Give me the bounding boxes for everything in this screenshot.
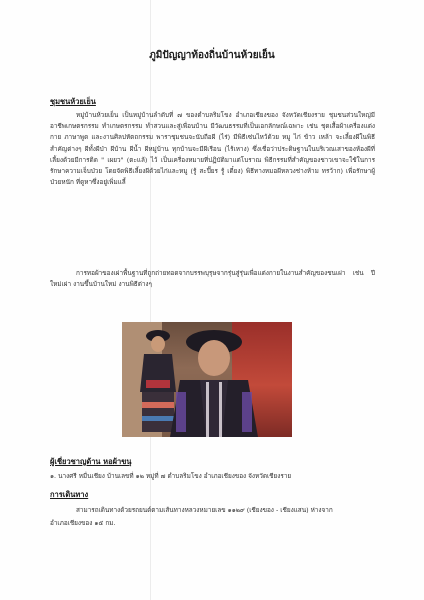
photo-two-women-in-traditional-dress-icon [122,322,292,437]
section-heading-travel: การเดินทาง [50,490,89,499]
photo-traditional-dress [122,322,292,437]
expert-detail: ๑. นางศรี หมื่นเชียง บ้านเลขที่ ๑๒ หมู่ที่ ๗ ตำบลริมโขง อำเภอเชียงของ จังหวัดเชียงราย [50,472,292,480]
travel-detail-line-1: สามารถเดินทางด้วยรถยนต์ตามเส้นทางหลวงหมายเลข ๑๑๒๙ (เชียงของ - เชียงแสน) ห่างจาก [76,506,333,514]
paragraph-community-history: หมู่บ้านห้วยเย็น เป็นหมู่บ้านลำดับที่ ๗ ของตำบลริมโขง อำเภอเชียงของ จังหวัดเชียงราย ชุมชนส่วนใหญ่มีอาชีพเกษตรกรรม ทำเกษตรกรรม ทำสวนและสู่เพื่อนบ้าน มีวัฒนธรรมที่เป็นเอกลักษณ์เฉพาะ เช่น ชุดเสื้อผ้าเครื่องแต่งกาย ภาษาพูด และงานศิลปหัตถกรรม พาราชุมชนจะนับถือผี (ไร่) มีพิธีเซ่นไหว้ด้วย หมู ไก่ ข้าว เหล้า จะเลี้ยงผีในพิธีสำคัญต่างๆ ผีทั้งผีป่า ผีบ้าน ผีน้ำ ผีหมู่บ้าน ทุกบ้านจะมีผีเรือน (ไร้เหาง) ซึ่งเชื่อว่าประดิษฐานในบริเวณเสาของห้องผีที่เลี้ยงด้วยมีการติด " เผยว" (ตะแล้) ไว้ เป็นเครื่องหมายที่ปฏิบัติมาแต่โบราณ พิธีกรรมที่สำคัญของชาวเขาจะใช้ในการรักษาความเจ็บป่วย โดยจัดพิธีเลี้ยงผีด้วยไก่และหมู (รู้ สะปี๊ยร รู้ เดี๋ยง) พิธีทางหมอผีหลวงช่างห้าม ทรว้าก) เพื่อรักษาผู้ป่วยหนัก ที่ดูหาซึ่งอยู่เพิ่มแลี้ [50,111,375,187]
section-heading-expert: ผู้เชี่ยวชาญด้าน หอผ้าขนุ [50,457,132,466]
section-heading-community: ชุมชนห้วยเย็น [50,97,96,106]
paragraph-weaving: การทอผ้าของเผ่าพื้นฐานที่ถูกถ่ายทอดจากบรรพบุรุษจากรุ่นสู่รุ่นเพื่อแต่งกายในงานสำคัญของชนเผ่า เช่น ปีใหม่เผ่า งานขึ้นบ้านใหม่ งานพิธีต่างๆ [50,269,375,289]
travel-detail-line-2: อำเภอเชียงของ ๑๕ กม. [50,519,116,527]
page-title: ภูมิปัญญาท้องถิ่นบ้านห้วยเย็น [149,50,275,61]
